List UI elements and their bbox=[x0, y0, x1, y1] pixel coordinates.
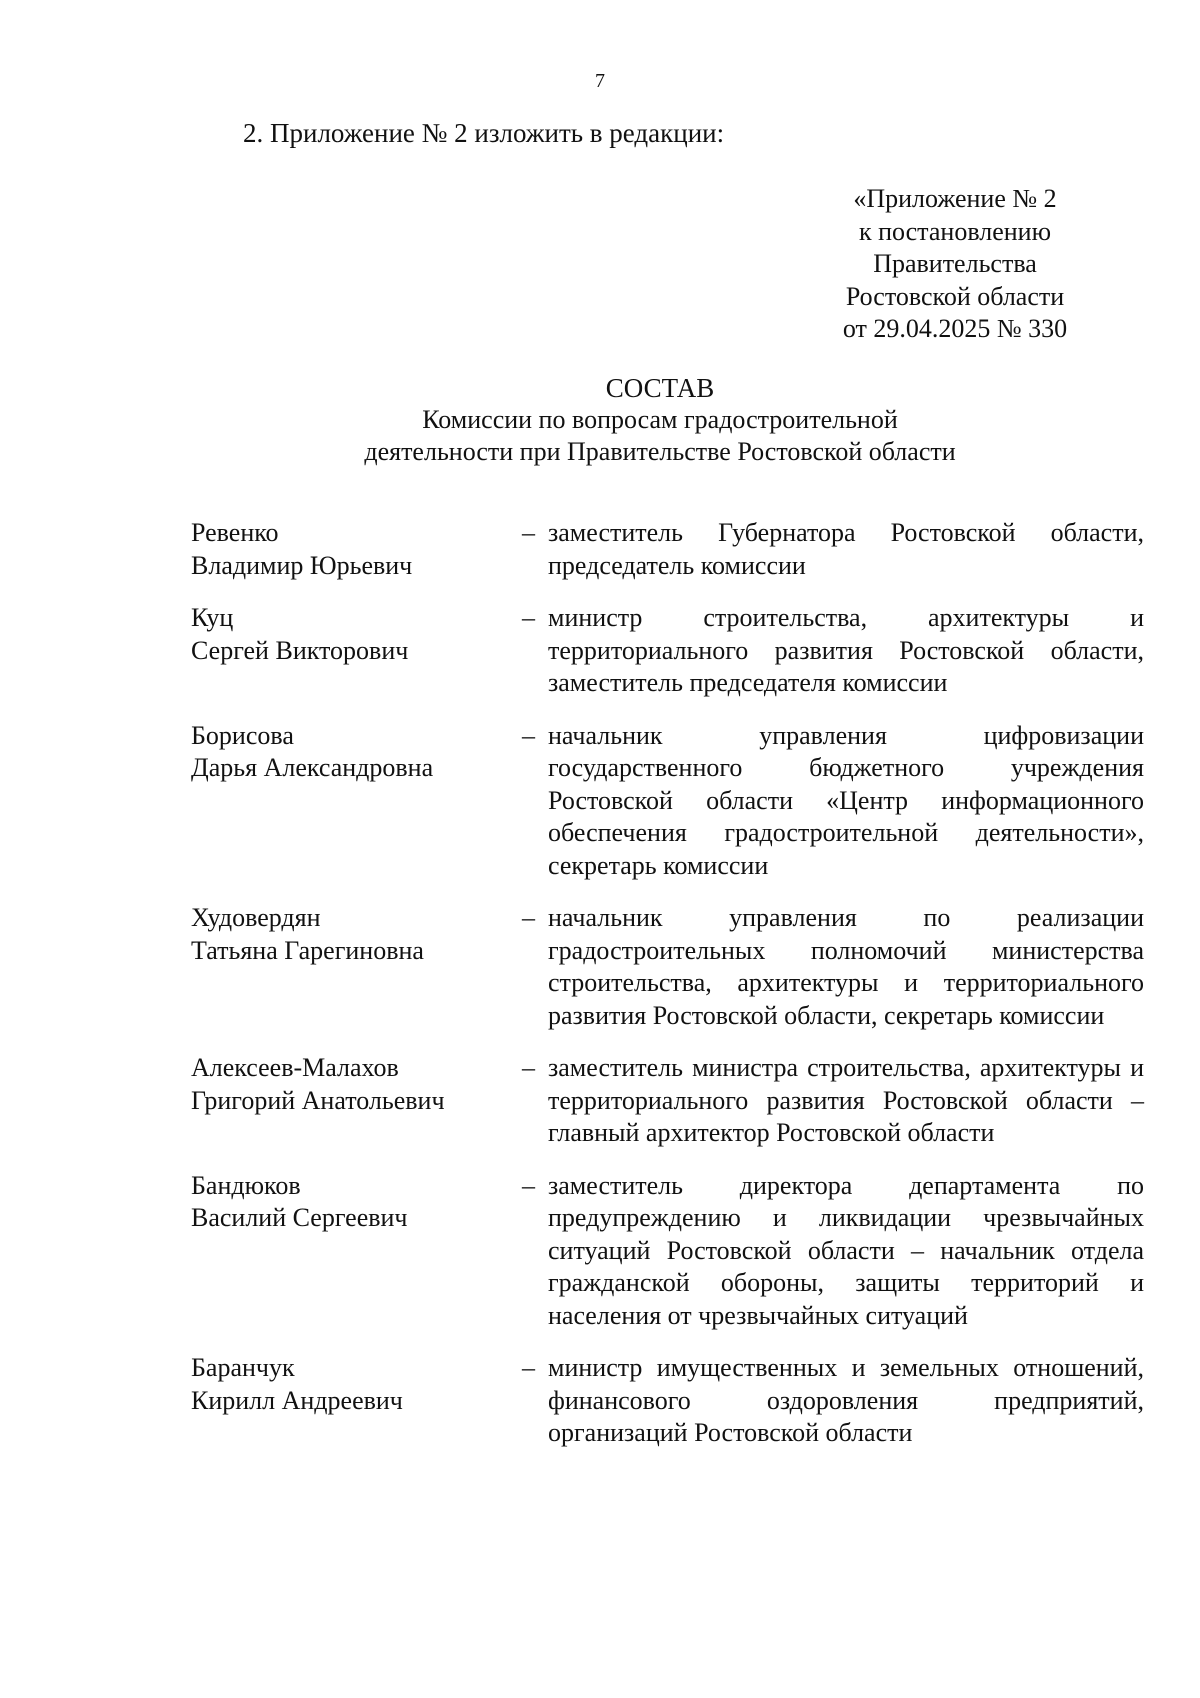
title-line: Комиссии по вопросам градостроительной bbox=[422, 405, 898, 434]
member-entry bbox=[0, 602, 1200, 700]
appendix-header bbox=[810, 183, 1100, 346]
member-given-name: Татьяна Гарегиновна bbox=[191, 935, 424, 965]
appendix-header-line: к постановлению bbox=[858, 216, 1052, 246]
intro-paragraph: 2. Приложение № 2 изложить в редакции: bbox=[243, 118, 725, 148]
member-role: заместитель Губернатора Ростовской области, председатель комиссии bbox=[548, 518, 1144, 580]
member-name bbox=[191, 602, 511, 667]
document-title bbox=[0, 372, 1200, 468]
member-name bbox=[191, 1052, 511, 1117]
member-role: заместитель министра строительства, архитектуры и территориального развития Ростовской области – главный архитектор Ростовской области bbox=[548, 1053, 1144, 1147]
member-given-name: Василий Сергеевич bbox=[191, 1203, 408, 1232]
member-name bbox=[191, 1170, 511, 1235]
appendix-header-line: Ростовской области bbox=[845, 281, 1065, 311]
member-role: заместитель директора департамента по предупреждению и ликвидации чрезвычайных ситуаций Ростовской области – начальник отдела гражданской обороны, защиты территорий и населения от чрезвычайных ситуаций bbox=[548, 1170, 1144, 1330]
member-role: начальник управления цифровизации государственного бюджетного учреждения Ростовской области «Центр информационного обеспечения градостроительной деятельности», секретарь комиссии bbox=[548, 720, 1144, 880]
page-number: 7 bbox=[595, 70, 605, 92]
member-entry bbox=[0, 1170, 1200, 1333]
member-name bbox=[191, 720, 511, 785]
member-list bbox=[0, 517, 1200, 1470]
member-dash: – bbox=[522, 603, 535, 632]
member-role: министр строительства, архитектуры и территориального развития Ростовской области, заместитель председателя комиссии bbox=[548, 603, 1144, 697]
member-given-name: Сергей Викторович bbox=[191, 635, 409, 665]
member-surname: Баранчук bbox=[191, 1353, 295, 1382]
member-entry bbox=[0, 1052, 1200, 1150]
title-line: деятельности при Правительстве Ростовской области bbox=[364, 437, 956, 466]
appendix-header-line: Правительства bbox=[873, 249, 1037, 278]
member-role: начальник управления по реализации градостроительных полномочий министерства строительства, архитектуры и территориального развития Ростовской области, секретарь комиссии bbox=[548, 903, 1144, 1030]
member-dash: – bbox=[522, 1053, 535, 1082]
member-entry bbox=[0, 720, 1200, 883]
member-given-name: Владимир Юрьевич bbox=[191, 550, 413, 580]
member-surname: Куц bbox=[191, 603, 234, 632]
member-given-name: Кирилл Андреевич bbox=[191, 1385, 403, 1415]
title-main: СОСТАВ bbox=[605, 373, 715, 403]
member-role: министр имущественных и земельных отношений, финансового оздоровления предприятий, организаций Ростовской области bbox=[548, 1353, 1144, 1447]
member-given-name: Дарья Александровна bbox=[191, 753, 434, 782]
member-surname: Алексеев-Малахов bbox=[191, 1053, 399, 1082]
member-name bbox=[191, 1352, 511, 1417]
member-surname: Бандюков bbox=[191, 1170, 301, 1200]
member-dash: – bbox=[522, 720, 535, 750]
member-surname: Худовердян bbox=[191, 903, 321, 932]
member-name bbox=[191, 902, 511, 967]
member-dash: – bbox=[522, 903, 535, 932]
appendix-header-line: «Приложение № 2 bbox=[853, 184, 1057, 213]
member-dash: – bbox=[522, 1353, 535, 1382]
member-entry bbox=[0, 1352, 1200, 1450]
member-given-name: Григорий Анатольевич bbox=[191, 1085, 445, 1115]
member-name bbox=[191, 517, 511, 582]
appendix-header-line: от 29.04.2025 № 330 bbox=[842, 314, 1068, 343]
member-entry bbox=[0, 902, 1200, 1032]
member-surname: Ревенко bbox=[191, 518, 279, 547]
member-dash: – bbox=[522, 1170, 535, 1200]
member-entry bbox=[0, 517, 1200, 582]
member-dash: – bbox=[522, 518, 535, 547]
member-surname: Борисова bbox=[191, 720, 294, 750]
